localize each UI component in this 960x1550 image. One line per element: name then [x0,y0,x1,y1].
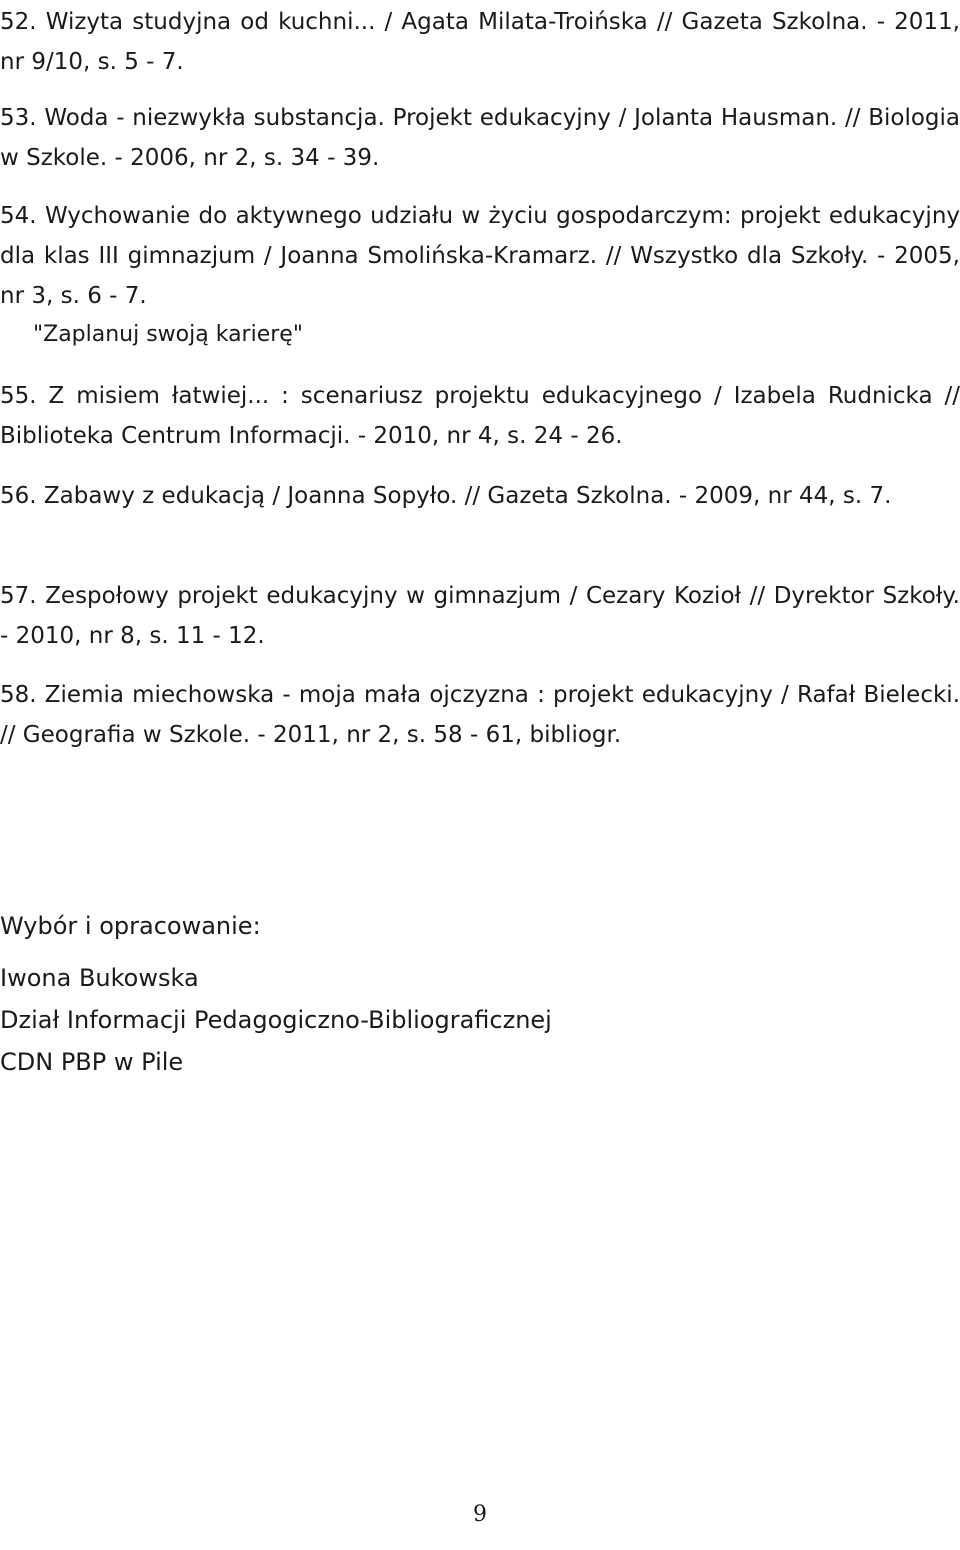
entry-number: 52. [0,9,37,35]
entry-number: 58. [0,682,37,708]
entry-number: 56. [0,483,37,509]
credits-department: Dział Informacji Pedagogiczno-Bibliograficznej [0,1006,552,1034]
entry-number: 55. [0,383,37,409]
credits-block [0,905,552,1083]
bibliography-entry-54 [0,196,960,316]
entry-number: 54. [0,203,37,229]
bibliography-entry-56 [0,476,960,516]
entry-text: Woda - niezwykła substancja. Projekt edukacyjny / Jolanta Hausman. // Biologia w Szkole. - 2006, nr 2, s. 34 - 39. [0,105,960,171]
bibliography-entry-58 [0,675,960,755]
credits-author: Iwona Bukowska [0,964,199,992]
entry-text: Wizyta studyjna od kuchni... / Agata Milata-Troińska // Gazeta Szkolna. - 2011, nr 9/10, s. 5 - 7. [0,9,960,75]
entry-text: Zabawy z edukacją / Joanna Sopyło. // Gazeta Szkolna. - 2009, nr 44, s. 7. [43,483,892,509]
page-number: 9 [473,1502,487,1527]
section-subheading: "Zaplanuj swoją karierę" [33,322,303,347]
entry-number: 57. [0,583,37,609]
bibliography-entry-52 [0,2,960,82]
bibliography-entry-55 [0,376,960,456]
entry-text: Wychowanie do aktywnego udziału w życiu gospodarczym: projekt edukacyjny dla klas III gimnazjum / Joanna Smolińska-Kramarz. // Wszystko dla Szkoły. - 2005, nr 3, s. 6 - 7. [0,203,960,309]
bibliography-entry-53 [0,98,960,178]
bibliography-entry-57 [0,576,960,656]
entry-text: Z misiem łatwiej... : scenariusz projektu edukacyjnego / Izabela Rudnicka // Biblioteka Centrum Informacji. - 2010, nr 4, s. 24 - 26. [0,383,960,449]
entry-text: Ziemia miechowska - moja mała ojczyzna : projekt edukacyjny / Rafał Bielecki. // Geografia w Szkole. - 2011, nr 2, s. 58 - 61, bibliogr. [0,682,960,748]
entry-text: Zespołowy projekt edukacyjny w gimnazjum / Cezary Kozioł // Dyrektor Szkoły. - 2010, nr 8, s. 11 - 12. [0,583,960,649]
credits-label: Wybór i opracowanie: [0,912,261,940]
credits-institution: CDN PBP w Pile [0,1048,184,1076]
entry-number: 53. [0,105,37,131]
